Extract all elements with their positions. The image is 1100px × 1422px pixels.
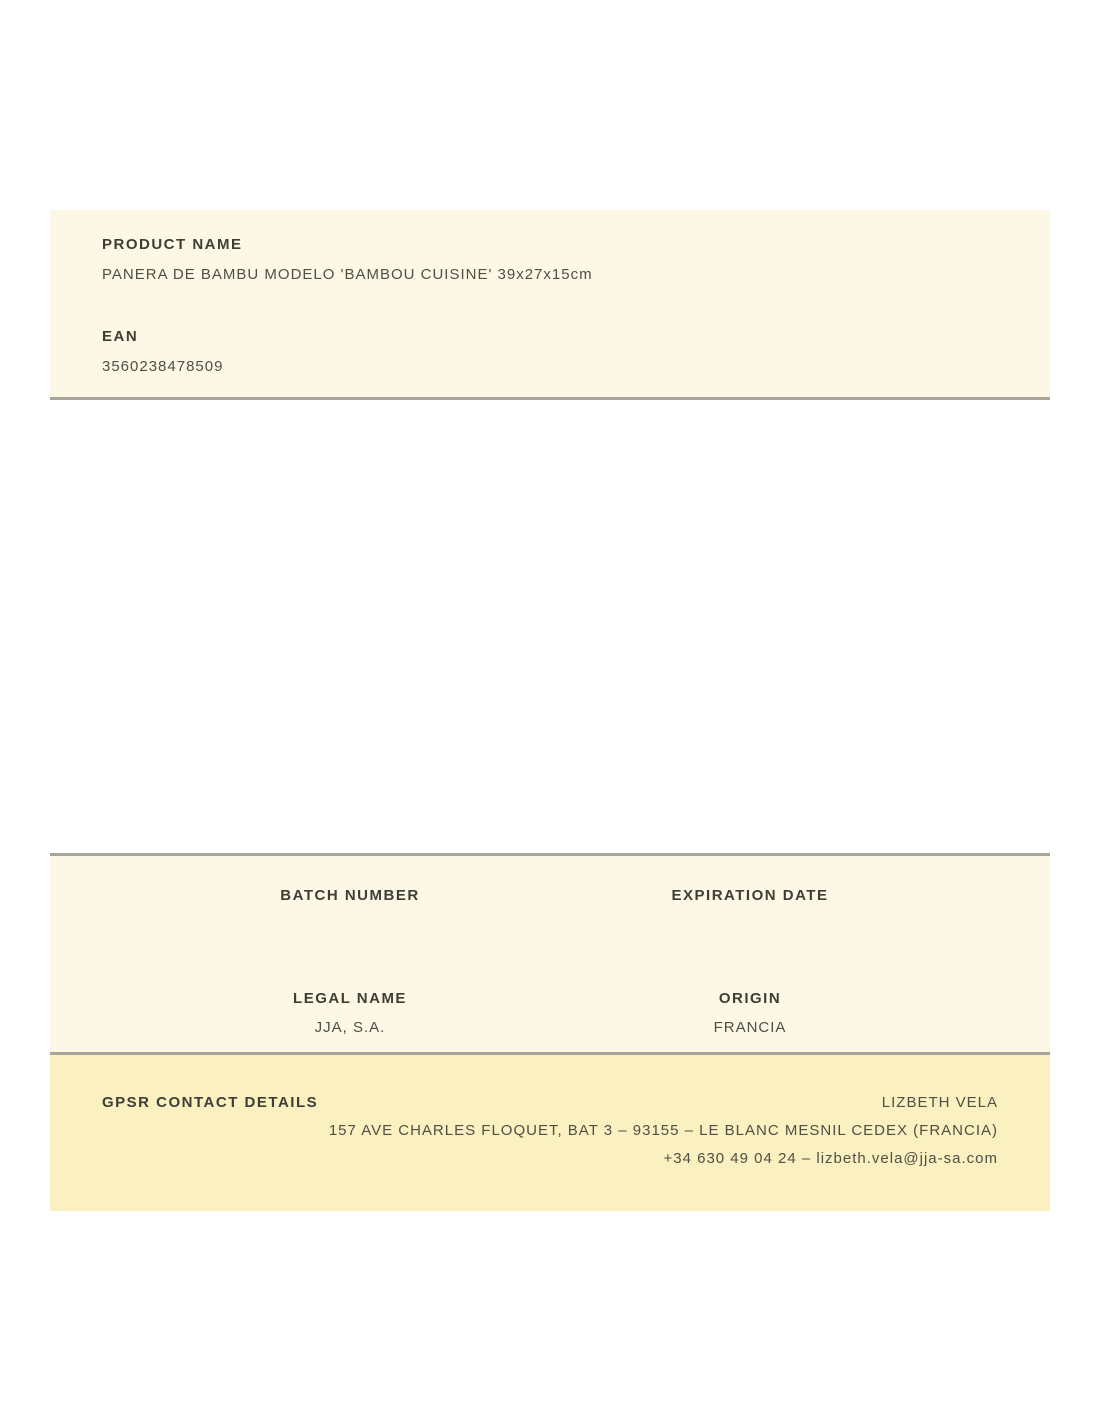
- gpsr-contact-section: [50, 1055, 1050, 1211]
- batch-origin-section: [50, 853, 1050, 1055]
- contact-person-name: LIZBETH VELA: [881, 1094, 998, 1111]
- ean-label: EAN: [102, 328, 139, 345]
- gpsr-header-row: [102, 1095, 998, 1111]
- batch-legal-column: [150, 888, 550, 1052]
- contact-address: 157 AVE CHARLES FLOQUET, BAT 3 – 93155 – LE BLANC MESNIL CEDEX (FRANCIA): [328, 1122, 998, 1139]
- legal-name-value: JJA, S.A.: [314, 1019, 386, 1036]
- product-info-section: [50, 210, 1050, 400]
- product-name-label: PRODUCT NAME: [102, 236, 243, 253]
- ean-value: 3560238478509: [102, 358, 224, 375]
- product-name-value: PANERA DE BAMBU MODELO 'BAMBOU CUISINE' 39x27x15cm: [102, 266, 593, 283]
- legal-name-label: LEGAL NAME: [293, 990, 407, 1007]
- origin-value: FRANCIA: [713, 1019, 787, 1036]
- expiration-date-label: EXPIRATION DATE: [671, 887, 829, 904]
- expiration-origin-column: [550, 888, 950, 1052]
- contact-phone-email: +34 630 49 04 24 – lizbeth.vela@jja-sa.com: [663, 1150, 998, 1167]
- batch-number-label: BATCH NUMBER: [280, 887, 420, 904]
- product-name-field: [102, 237, 998, 283]
- gpsr-contact-label: GPSR CONTACT DETAILS: [102, 1094, 319, 1111]
- origin-label: ORIGIN: [718, 990, 782, 1007]
- ean-field: [102, 329, 998, 375]
